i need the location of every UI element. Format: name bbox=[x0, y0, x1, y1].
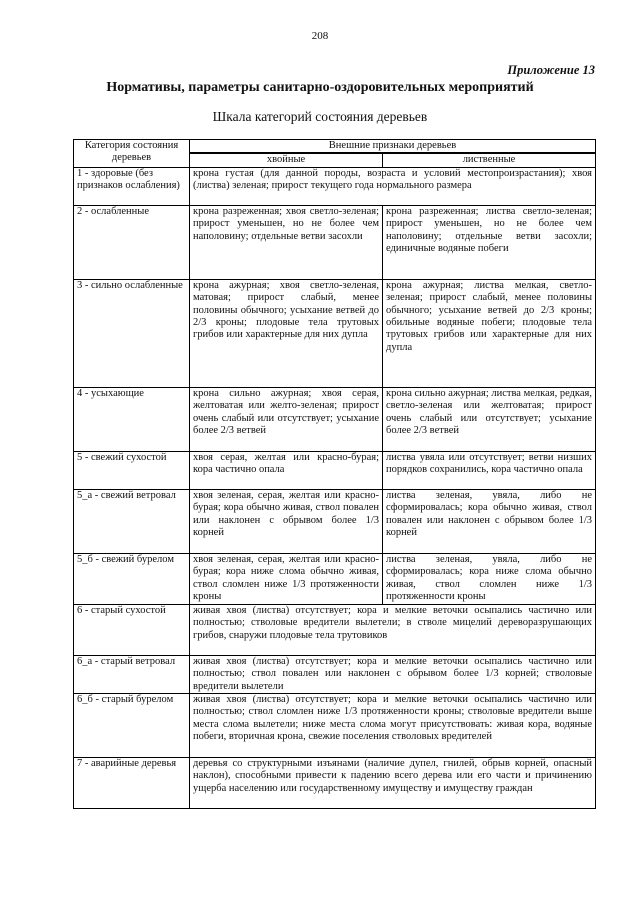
deciduous-cell: крона ажурная; листва мелкая, светло-зеленая; прирост слабый, менее половины обычного; усыхание ветвей до 2/3 кроны; обильные водяные побеги; плодовые тела трутовых грибов или характерные для них дупла bbox=[383, 279, 596, 387]
signs-cell: живая хвоя (листва) отсутствует; кора и мелкие веточки осыпались частично или полностью; ствол повален или наклонен с обрывом более 1/3 корней; стволовые вредители вылетели bbox=[190, 655, 596, 693]
table-row bbox=[74, 167, 596, 205]
category-cell: 5 - свежий сухостой bbox=[74, 451, 190, 489]
category-cell: 1 - здоровые (без признаков ослабления) bbox=[74, 167, 190, 205]
conifer-cell: хвоя серая, желтая или красно-бурая; кора частично опала bbox=[190, 451, 383, 489]
category-cell: 6_а - старый ветровал bbox=[74, 655, 190, 693]
category-cell: 3 - сильно ослабленные bbox=[74, 279, 190, 387]
table-row bbox=[74, 279, 596, 387]
category-cell: 4 - усыхающие bbox=[74, 387, 190, 451]
deciduous-cell: крона сильно ажурная; листва мелкая, редкая, светло-зеленая или желтоватая; прирост очень слабый или отсутствует; усыхание более 2/3 ветвей bbox=[383, 387, 596, 451]
table-row bbox=[74, 604, 596, 655]
tree-condition-table bbox=[73, 139, 596, 809]
table-row bbox=[74, 758, 596, 809]
table-row bbox=[74, 489, 596, 553]
page-title: Нормативы, параметры санитарно-оздоровительных мероприятий bbox=[106, 80, 534, 95]
header-signs: Внешние признаки деревьев bbox=[190, 140, 596, 154]
header-category: Категория состояния деревьев bbox=[74, 140, 190, 168]
table-title: Шкала категорий состояния деревьев bbox=[212, 109, 428, 124]
page-number: 208 bbox=[311, 30, 329, 42]
table-row bbox=[74, 694, 596, 758]
appendix-label: Приложение 13 bbox=[507, 63, 595, 77]
conifer-cell: хвоя зеленая, серая, желтая или красно-бурая; кора ниже слома обычно живая, ствол сломлен ниже 1/3 протяженности кроны bbox=[190, 553, 383, 604]
table-row bbox=[74, 387, 596, 451]
header-deciduous: лиственные bbox=[383, 153, 596, 167]
table-row bbox=[74, 655, 596, 693]
table-row bbox=[74, 553, 596, 604]
deciduous-cell: листва зеленая, увяла, либо не сформировалась; кора обычно живая, ствол повален или наклонен с обрывом более 1/3 корней bbox=[383, 489, 596, 553]
deciduous-cell: крона разреженная; листва светло-зеленая; прирост уменьшен, но не более чем наполовину; отдельные ветви засохли; единичные водяные побеги bbox=[383, 205, 596, 279]
deciduous-cell: листва зеленая, увяла, либо не сформировалась; кора ниже слома обычно живая, ствол сломлен ниже 1/3 протяженности кроны bbox=[383, 553, 596, 604]
conifer-cell: хвоя зеленая, серая, желтая или красно-бурая; кора обычно живая, ствол повален или наклонен с обрывом более 1/3 корней bbox=[190, 489, 383, 553]
category-cell: 5_а - свежий ветровал bbox=[74, 489, 190, 553]
category-cell: 6 - старый сухостой bbox=[74, 604, 190, 655]
category-cell: 6_б - старый бурелом bbox=[74, 694, 190, 758]
deciduous-cell: листва увяла или отсутствует; ветви низших порядков сохранились, кора частично опала bbox=[383, 451, 596, 489]
signs-cell: живая хвоя (листва) отсутствует; кора и мелкие веточки осыпались частично или полностью; ствол сломлен ниже 1/3 протяженности кроны; стволовые вредители выше места слома вылетели; ниже места слома могут присутствовать: живая кора, водяные побеги, вторичная крона, свежие поселения стволовых вредителей bbox=[190, 694, 596, 758]
table-row bbox=[74, 451, 596, 489]
signs-cell: крона густая (для данной породы, возраста и условий местопроизрастания); хвоя (листва) зеленая; прирост текущего года нормального размера bbox=[190, 167, 596, 205]
signs-cell: живая хвоя (листва) отсутствует; кора и мелкие веточки осыпались частично или полностью; стволовые вредители вылетели; в стволе мицелий дереворазрушающих грибов, снаружи плодовые тела трутовиков bbox=[190, 604, 596, 655]
conifer-cell: крона разреженная; хвоя светло-зеленая; прирост уменьшен, но не более чем наполовину; отдельные ветви засохли bbox=[190, 205, 383, 279]
table-row bbox=[74, 205, 596, 279]
signs-cell: деревья со структурными изъянами (наличие дупел, гнилей, обрыв корней, опасный наклон), способными привести к падению всего дерева или его части и причинению ущерба населению или государственному имуществу и имуществу граждан bbox=[190, 758, 596, 809]
category-cell: 7 - аварийные деревья bbox=[74, 758, 190, 809]
header-conifer: хвойные bbox=[190, 153, 383, 167]
conifer-cell: крона ажурная; хвоя светло-зеленая, матовая; прирост слабый, менее половины обычного; усыхание ветвей до 2/3 кроны; плодовые тела трутовых грибов или характерные для них дупла bbox=[190, 279, 383, 387]
category-cell: 5_б - свежий бурелом bbox=[74, 553, 190, 604]
category-cell: 2 - ослабленные bbox=[74, 205, 190, 279]
conifer-cell: крона сильно ажурная; хвоя серая, желтоватая или желто-зеленая; прирост очень слабый или отсутствует; усыхание более 2/3 ветвей bbox=[190, 387, 383, 451]
